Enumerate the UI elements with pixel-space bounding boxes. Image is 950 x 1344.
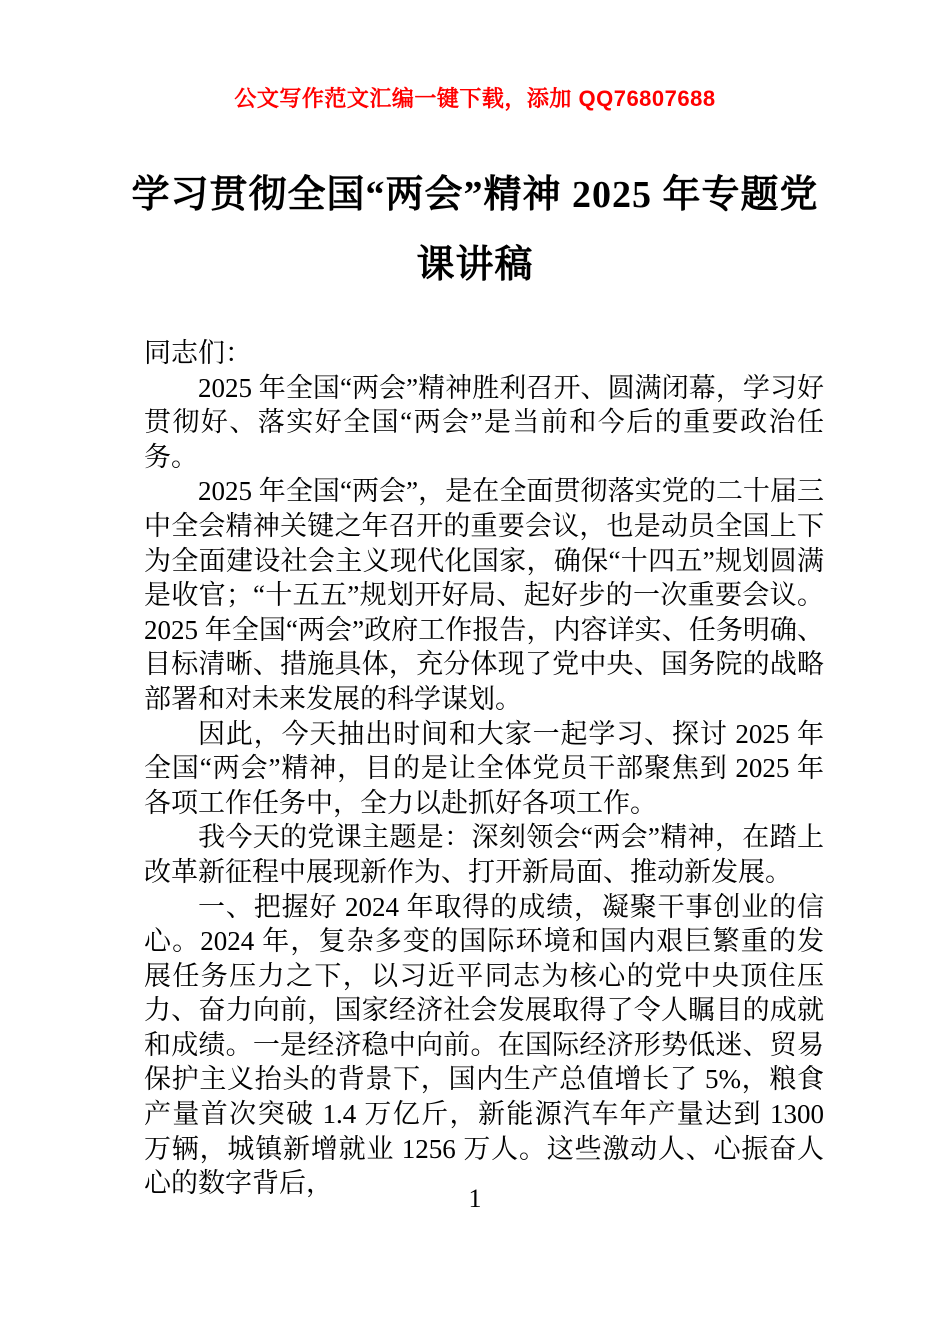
title-line-2: 课讲稿 <box>416 244 534 286</box>
paragraph: 同志们： <box>144 338 252 368</box>
document-body <box>144 336 824 1201</box>
paragraph: 一、把握好 2024 年取得的成绩，凝聚干事创业的信心。2024 年，复杂多变的国际环境和国内艰巨繁重的发展任务压力之下，以习近平同志为核心的党中央顶住压力、奋力向前，国家经济社会发展取得了令人瞩目的成就和成绩。一是经济稳中向前。在国际经济形势低迷、贸易保护主义抬头的背景下，国内生产总值增长了 5%，粮食产量首次突破 1.4 万亿斤，新能源汽车年产量达到 1300 万辆，城镇新增就业 1256 万人。这些激动人、心振奋人心的数字背后， <box>144 891 824 1199</box>
page-number: 1 <box>468 1184 482 1213</box>
promo-notice: 公文写作范文汇编一键下载，添加 QQ76807688 <box>234 86 716 111</box>
paragraph: 我今天的党课主题是：深刻领会“两会”精神，在踏上改革新征程中展现新作为、打开新局面、推动新发展。 <box>144 822 824 887</box>
paragraph: 因此，今天抽出时间和大家一起学习、探讨 2025 年全国“两会”精神，目的是让全体党员干部聚焦到 2025 年各项工作任务中，全力以赴抓好各项工作。 <box>144 718 824 818</box>
document-title <box>110 160 840 300</box>
paragraph: 2025 年全国“两会”，是在全面贯彻落实党的二十届三中全会精神关键之年召开的重要会议，也是动员全国上下为全面建设社会主义现代化国家，确保“十四五”规划圆满是收官；“十五五”规划开好局、起好步的一次重要会议。2025 年全国“两会”政府工作报告，内容详实、任务明确、目标清晰、措施具体，充分体现了党中央、国务院的战略部署和对未来发展的科学谋划。 <box>144 476 824 714</box>
paragraph: 2025 年全国“两会”精神胜利召开、圆满闭幕，学习好贯彻好、落实好全国“两会”是当前和今后的重要政治任务。 <box>144 372 824 472</box>
title-line-1: 学习贯彻全国“两会”精神 2025 年专题党 <box>131 174 819 216</box>
